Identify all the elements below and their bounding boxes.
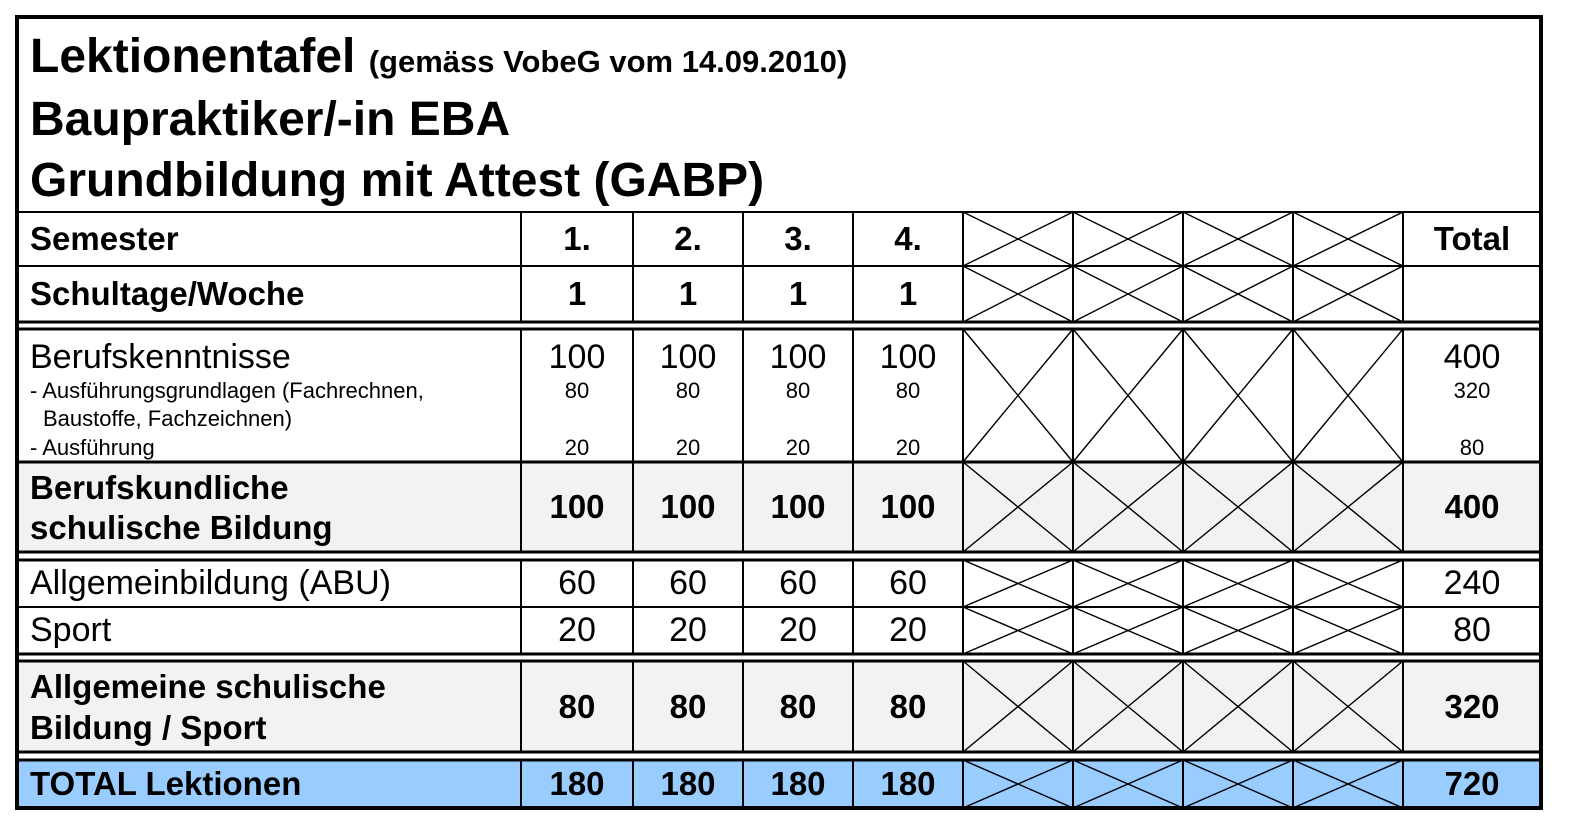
total-value-semester-3: 180 xyxy=(770,765,826,802)
document-subtitle: (gemäss VobeG vom 14.09.2010) xyxy=(368,44,848,79)
semester-header-semester-4: 4. xyxy=(894,220,922,257)
semester-header-semester-3: 3. xyxy=(784,220,812,257)
sport-value-semester-3: 20 xyxy=(779,611,817,649)
ausfuehrungsgrundlagen-value-total: 320 xyxy=(1453,378,1491,403)
total-value-semester-4: 180 xyxy=(880,765,936,802)
berufskundliche-value-semester-4: 100 xyxy=(880,488,936,525)
schooldays-value-semester-3: 1 xyxy=(788,275,808,312)
total-value-total: 720 xyxy=(1444,765,1500,802)
abu-value-semester-1: 60 xyxy=(558,564,596,602)
ausfuehrung-value-semester-2: 20 xyxy=(675,435,701,460)
ausfuehrung-value-semester-3: 20 xyxy=(785,435,811,460)
ausfuehrung-value-semester-4: 20 xyxy=(895,435,921,460)
sport-value-semester-4: 20 xyxy=(889,611,927,649)
allgemeine-value-semester-3: 80 xyxy=(779,687,817,725)
semester-header-total: Total xyxy=(1433,220,1511,257)
abu-label: Allgemeinbildung (ABU) xyxy=(30,564,391,602)
berufskundliche-value-total: 400 xyxy=(1444,488,1500,525)
ausfuehrungsgrundlagen-value-semester-3: 80 xyxy=(785,378,811,403)
ausfuehrungsgrundlagen-value-semester-4: 80 xyxy=(895,378,921,403)
allgemeine-label-line2: Bildung / Sport xyxy=(30,709,267,746)
berufskenntnisse-label: Berufskenntnisse xyxy=(30,337,291,376)
semester-header-semester-2: 2. xyxy=(674,220,702,257)
semester-header-semester-1: 1. xyxy=(563,220,591,257)
total-value-semester-1: 180 xyxy=(549,765,605,802)
ausfuehrung-value-total: 80 xyxy=(1459,435,1485,460)
total-label: TOTAL Lektionen xyxy=(30,765,302,802)
abu-value-semester-4: 60 xyxy=(889,564,927,602)
ausfuehrungsgrundlagen-value-semester-1: 80 xyxy=(564,378,590,403)
berufskenntnisse-value-total: 400 xyxy=(1443,337,1501,376)
sport-value-semester-2: 20 xyxy=(669,611,707,649)
schooldays-value-semester-1: 1 xyxy=(567,275,587,312)
title-line-3: Grundbildung mit Attest (GABP) xyxy=(30,154,765,207)
abu-value-total: 240 xyxy=(1443,564,1501,602)
ausfuehrungsgrundlagen-label: - Ausführungsgrundlagen (Fachrechnen, xyxy=(30,378,424,403)
abu-value-semester-3: 60 xyxy=(779,564,817,602)
allgemeine-value-semester-2: 80 xyxy=(669,687,707,725)
allgemeine-label-line1: Allgemeine schulische xyxy=(30,668,386,705)
title-line-2: Baupraktiker/-in EBA xyxy=(30,93,511,146)
semester-label: Semester xyxy=(30,220,179,257)
berufskenntnisse-value-semester-1: 100 xyxy=(548,337,606,376)
berufskundliche-label-line1: Berufskundliche xyxy=(30,469,289,506)
schooldays-label: Schultage/Woche xyxy=(30,275,305,312)
berufskundliche-label-line2: schulische Bildung xyxy=(30,509,333,546)
berufskenntnisse-value-semester-2: 100 xyxy=(659,337,717,376)
ausfuehrungsgrundlagen-value-semester-2: 80 xyxy=(675,378,701,403)
schooldays-value-semester-4: 1 xyxy=(898,275,918,312)
ausfuehrung-value-semester-1: 20 xyxy=(564,435,590,460)
berufskenntnisse-value-semester-3: 100 xyxy=(769,337,827,376)
sport-value-total: 80 xyxy=(1453,611,1491,649)
sport-label: Sport xyxy=(30,611,112,649)
document-title: Lektionentafel xyxy=(30,30,356,83)
allgemeine-value-total: 320 xyxy=(1444,687,1500,725)
berufskundliche-value-semester-2: 100 xyxy=(660,488,716,525)
allgemeine-value-semester-1: 80 xyxy=(558,687,596,725)
ausfuehrung-label: - Ausführung xyxy=(30,435,155,460)
berufskundliche-value-semester-1: 100 xyxy=(549,488,605,525)
berufskundliche-value-semester-3: 100 xyxy=(770,488,826,525)
total-value-semester-2: 180 xyxy=(660,765,716,802)
abu-value-semester-2: 60 xyxy=(669,564,707,602)
schooldays-value-semester-2: 1 xyxy=(678,275,698,312)
berufskenntnisse-value-semester-4: 100 xyxy=(879,337,937,376)
allgemeine-value-semester-4: 80 xyxy=(889,687,927,725)
sport-value-semester-1: 20 xyxy=(558,611,596,649)
ausfuehrungsgrundlagen-label-cont: Baustoffe, Fachzeichnen) xyxy=(43,406,293,431)
